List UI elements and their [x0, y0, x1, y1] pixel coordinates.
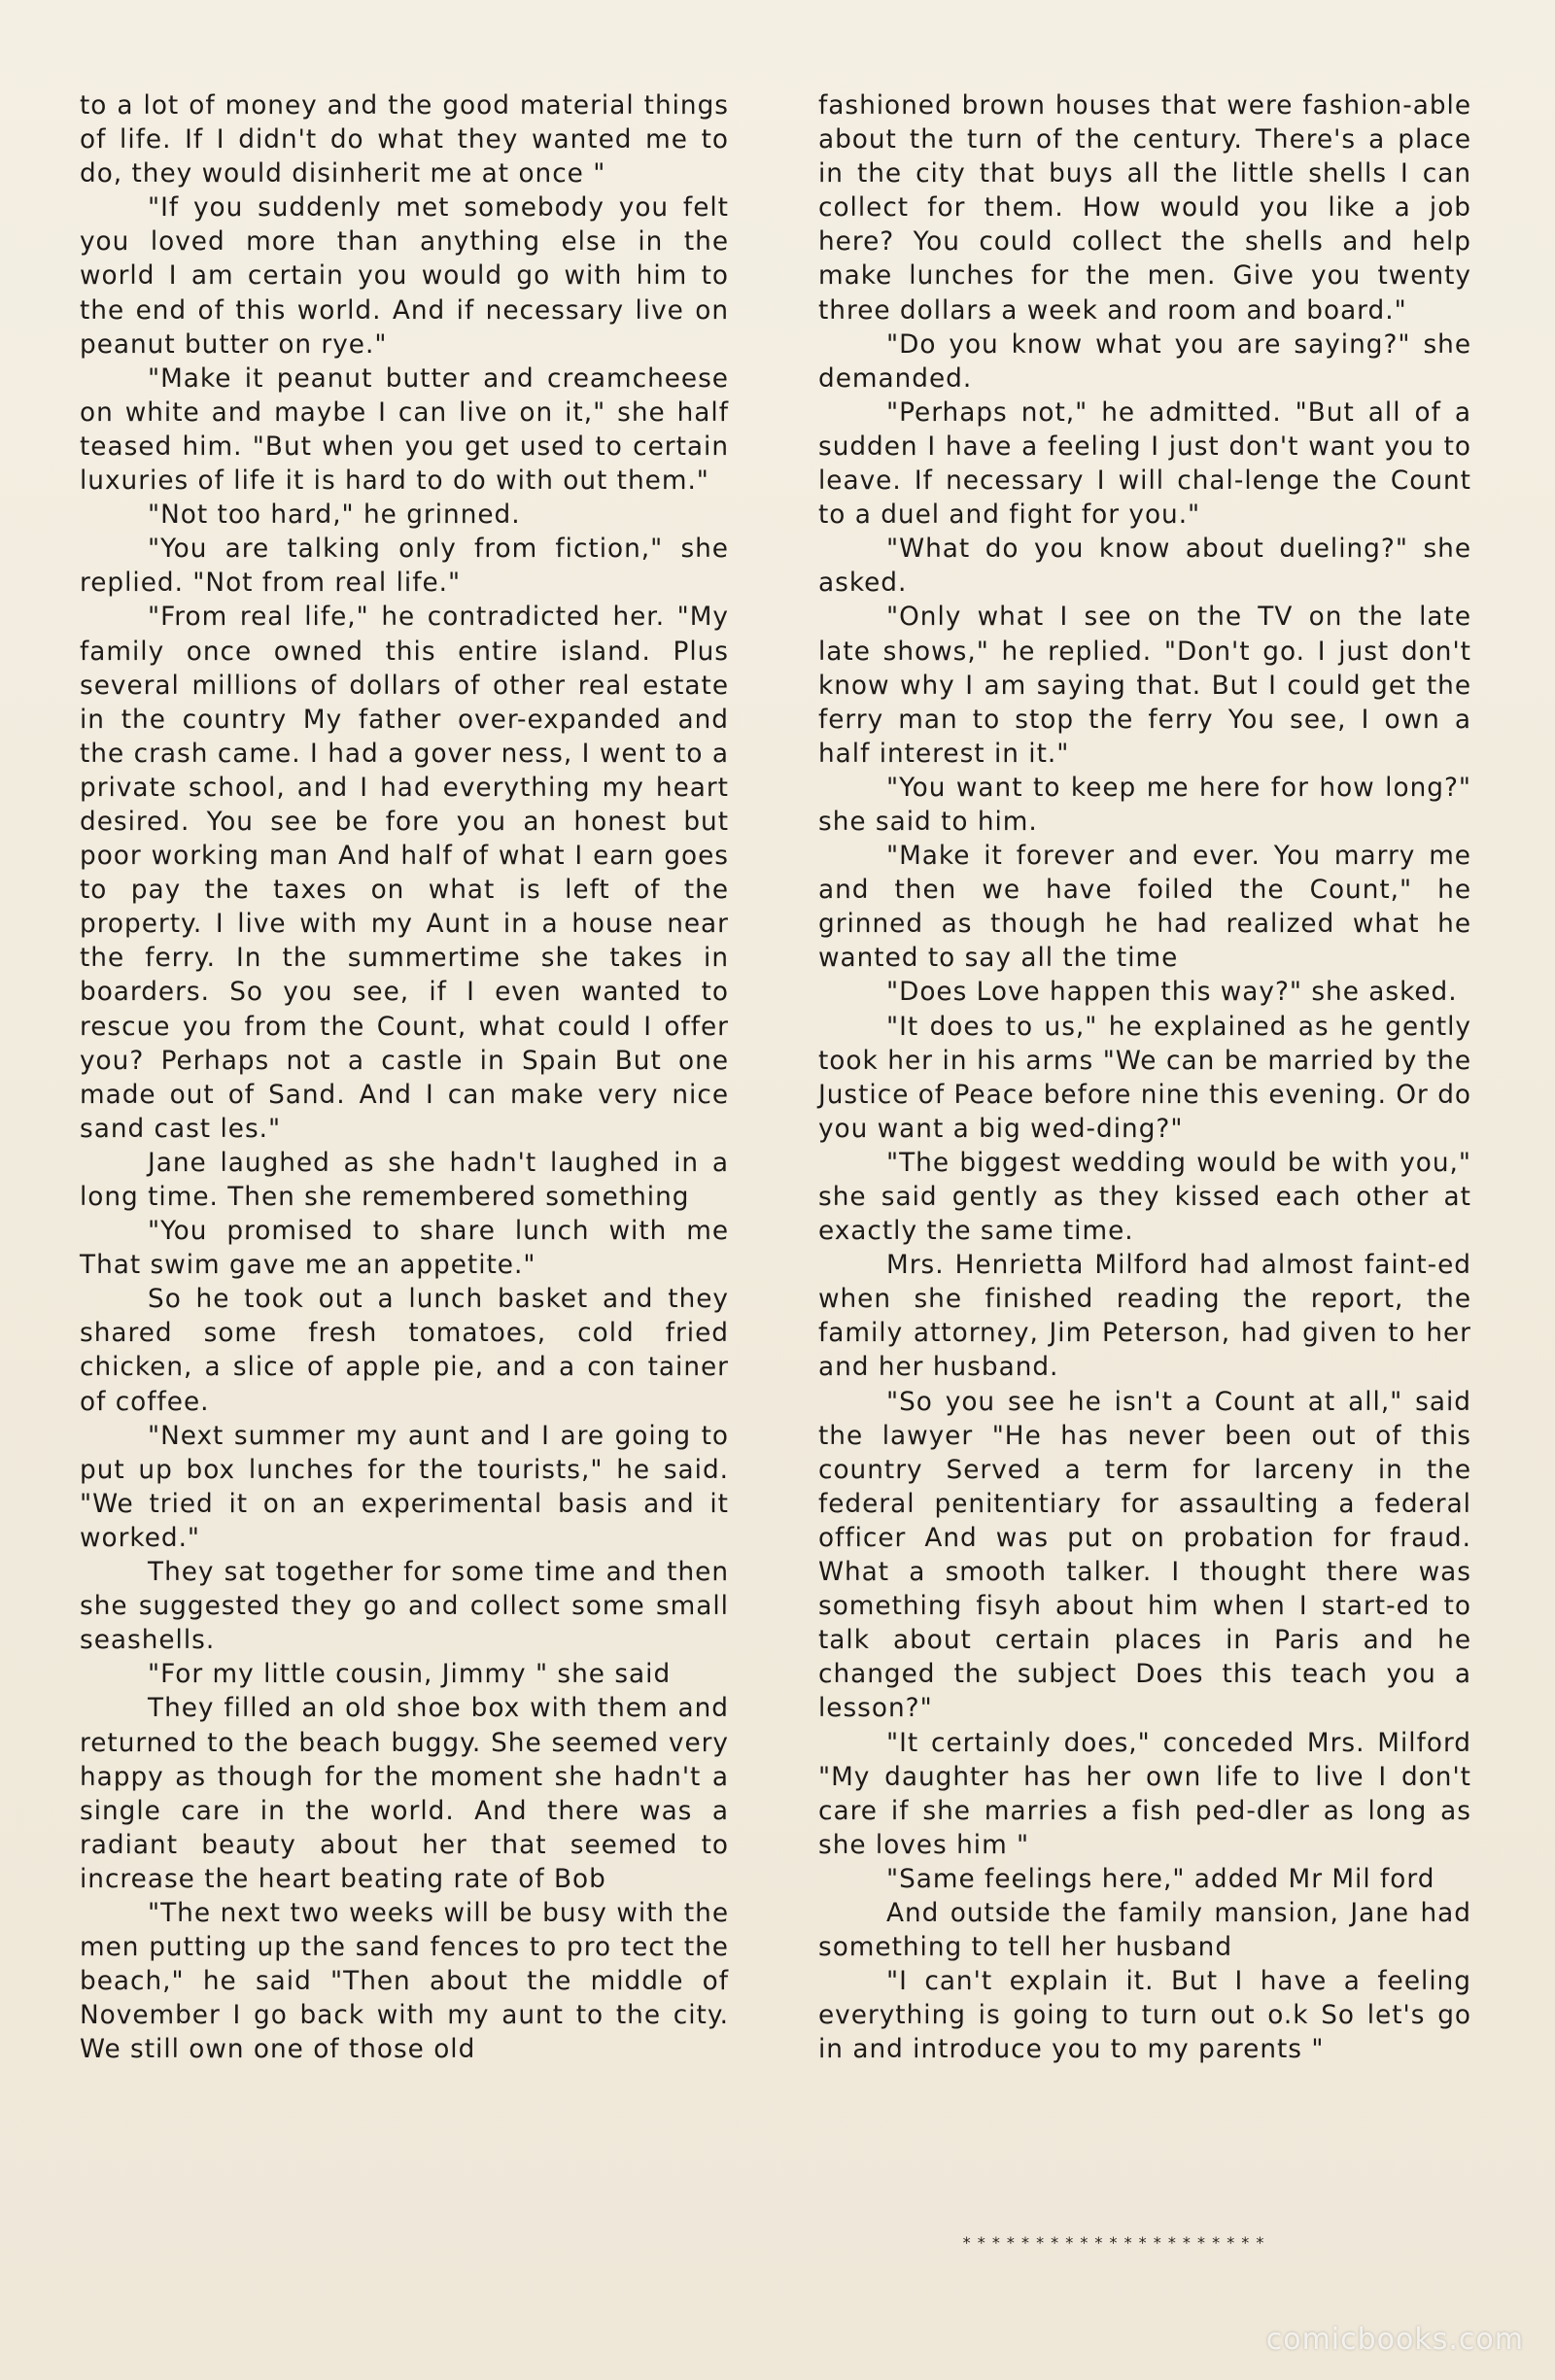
- paragraph: "I can't explain it. But I have a feeling everything is going to turn out o.k So let's go in and introduce you to my parents ": [818, 1967, 1471, 2065]
- paragraph: fashioned brown houses that were fashion-able about the turn of the century. There's a place in the city that buys all the little shells I can collect for them. How would you like a job here? You could collect the shells and help make lunches for the men. Give you twenty three dollars a week and room and board.": [818, 91, 1471, 326]
- paragraph: "Does Love happen this way?" she asked.: [886, 978, 1458, 1008]
- paragraph: "Do you know what you are saying?" she demanded.: [818, 329, 1471, 394]
- paragraph: "It does to us," he explained as he gently took her in his arms "We can be married by the Justice of Peace before nine this evening. Or do you want a big wed-ding?": [818, 1012, 1471, 1144]
- paragraph: "You want to keep me here for how long?" she said to him.: [818, 773, 1471, 837]
- paragraph: "Perhaps not," he admitted. "But all of a sudden I have a feeling I just don't want you to leave. If necessary I will chal-lenge the Count to a duel and fight for you.": [818, 397, 1471, 531]
- site-watermark: comicbooks.com: [1265, 2323, 1524, 2357]
- paragraph: "Same feelings here," added Mr Mil ford: [886, 1864, 1435, 1894]
- end-marker: * * * * * * * * * * * * * * * * * * * * *: [962, 2233, 1265, 2252]
- paragraph: "Make it peanut butter and creamcheese on white and maybe I can live on it," she half teased him. "But when you get used to certain luxuries of life it is hard to do with out them.": [80, 363, 729, 497]
- left-text-column: [80, 89, 729, 2067]
- paragraph: "It certainly does," conceded Mrs. Milford "My daughter has her own life to live I don't care if she marries a fish ped-dler as long as she loves him ": [818, 1728, 1471, 1860]
- paragraph: "If you suddenly met somebody you felt you loved more than anything else in the world I am certain you would go with him to the end of this world. And if necessary live on peanut butter on rye.": [80, 193, 729, 360]
- paragraph: "Make it forever and ever. You marry me and then we have foiled the Count," he grinned as though he had realized what he wanted to say all the time: [818, 842, 1471, 974]
- paragraph: They filled an old shoe box with them and returned to the beach buggy. She seemed very happy as though for the moment she hadn't a single care in the world. And there was a radiant beauty about her that seemed to increase the heart beating rate of Bob: [80, 1694, 729, 1894]
- paragraph: "Not too hard," he grinned.: [148, 500, 521, 531]
- paragraph: So he took out a lunch basket and they shared some fresh tomatoes, cold fried chicken, a slice of apple pie, and a con tainer of coffee.: [80, 1285, 729, 1417]
- paragraph: "Only what I see on the TV on the late late shows," he replied. "Don't go. I just don't know why I am saying that. But I could get the ferry man to stop the ferry You see, I own a half interest in it.": [818, 603, 1471, 769]
- paragraph: "For my little cousin, Jimmy " she said: [148, 1660, 672, 1690]
- paragraph: "You are talking only from fiction," she replied. "Not from real life.": [80, 535, 729, 599]
- paragraph: "So you see he isn't a Count at all," said the lawyer "He has never been out of this country Served a term for larceny in the federal penitentiary for assaulting a federal officer And was put on probation for fraud. What a smooth talker. I thought there was something fisyh about him when I start-ed to talk about certain places in Paris and he changed the subject Does this teach you a lesson?": [818, 1387, 1471, 1724]
- right-text-column: [818, 89, 1471, 2067]
- paragraph: "You promised to share lunch with me That swim gave me an appetite.": [80, 1217, 729, 1281]
- paragraph: "What do you know about dueling?" she asked.: [818, 535, 1471, 599]
- paragraph: "Next summer my aunt and I are going to put up box lunches for the tourists," he said. "We tried it on an experimental basis and it worked.": [80, 1421, 729, 1553]
- paragraph: "The biggest wedding would be with you," she said gently as they kissed each other at exactly the same time.: [818, 1148, 1471, 1247]
- paragraph: And outside the family mansion, Jane had something to tell her husband: [818, 1898, 1471, 1963]
- paragraph: "The next two weeks will be busy with the men putting up the sand fences to pro tect the beach," he said "Then about the middle of November I go back with my aunt to the city. We still own one of those old: [80, 1898, 729, 2065]
- paragraph: Jane laughed as she hadn't laughed in a long time. Then she remembered something: [80, 1148, 729, 1212]
- paragraph: Mrs. Henrietta Milford had almost faint-ed when she finished reading the report, the family attorney, Jim Peterson, had given to her and her husband.: [818, 1251, 1471, 1383]
- paragraph: "From real life," he contradicted her. "My family once owned this entire island. Plus several millions of dollars of other real estate in the country My father over-expanded and the crash came. I had a gover ness, I went to a private school, and I had everything my heart desired. You see be fore you an honest but poor working man And half of what I earn goes to pay the taxes on what is left of the property. I live with my Aunt in a house near the ferry. In the summertime she takes in boarders. So you see, if I even wanted to rescue you from the Count, what could I offer you? Perhaps not a castle in Spain But one made out of Sand. And I can make very nice sand cast les.": [80, 603, 729, 1144]
- paragraph: They sat together for some time and then she suggested they go and collect some small seashells.: [80, 1558, 729, 1656]
- paragraph: to a lot of money and the good material things of life. If I didn't do what they wanted me to do, they would disinherit me at once ": [80, 91, 729, 190]
